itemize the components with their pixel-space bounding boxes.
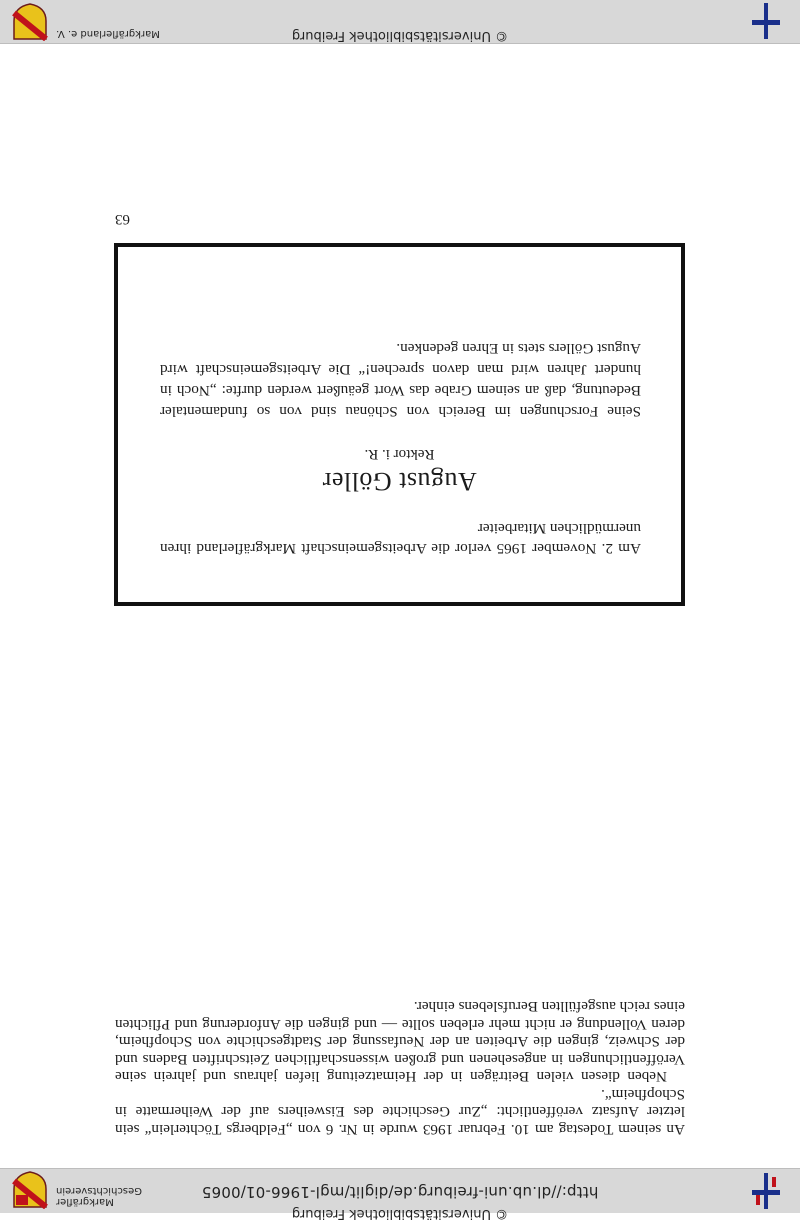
obituary-box: [114, 243, 685, 606]
header-org: [56, 1185, 142, 1207]
footer-org: [56, 28, 160, 39]
header-bar: [0, 1168, 800, 1221]
coat-of-arms-icon: [12, 3, 48, 41]
article-paragraph: An seinem Todestag am 10. Februar 1963 wurde in Nr. 6 von „Feldbergs Töchterlein“ sein letzter Aufsatz veröffentlicht: „Zur Geschichte des Eisweihers auf der Weihermatte in Schopfheim“.: [115, 1086, 685, 1138]
obituary-rank: Rektor i. R.: [364, 446, 435, 462]
article-text: [115, 998, 685, 1138]
footer-copyright: © Universitätsbibliothek Freiburg: [291, 28, 509, 43]
header-copyright: © Universitätsbibliothek Freiburg: [291, 1206, 509, 1221]
source-url[interactable]: http://dl.ub.uni-freiburg.de/diglit/mgl-1966-01/0065: [201, 1183, 599, 1201]
page-number: 63: [115, 211, 130, 227]
obituary-body: Seine Forschungen im Bereich von Schönau sind von so fundamentaler Bedeutung, daß an seinem Grabe das Wort geäußert werden durfte: „Noch in hundert Jahren wird man davon sprechen!“ Die Arbeitsgemeinschaft wird August Göllers stets in Ehren gedenken.: [160, 340, 641, 420]
article-paragraph: Neben diesen vielen Beiträgen in der Heimatzeitung liefen jahraus und jahrein seine Veröffentlichungen in angesehenen und großen wissenschaftlichen Zeitschriften Badens und der Schweiz, gingen die Arbeiten an der Neufassung der Stadtgeschichte von Schopfheim, deren Vollendung er nicht mehr erleben sollte — und gingen die Anforderung und Pflichten eines reich ausgefüllten Berufslebens einher.: [115, 998, 685, 1086]
coat-of-arms-icon: [12, 1171, 48, 1209]
org-line-2: Geschichtsverein: [56, 1185, 142, 1196]
org-line-1: Markgräfler: [56, 1196, 114, 1207]
org-line-1: Markgräflerland e. V.: [56, 28, 160, 39]
obituary-lead: Am 2. November 1965 verlor die Arbeitsgemeinschaft Markgräflerland ihren unermüdlichen Mitarbeiter: [160, 520, 641, 557]
footer-bar: [0, 0, 800, 44]
obituary-name: August Göller: [322, 467, 477, 496]
